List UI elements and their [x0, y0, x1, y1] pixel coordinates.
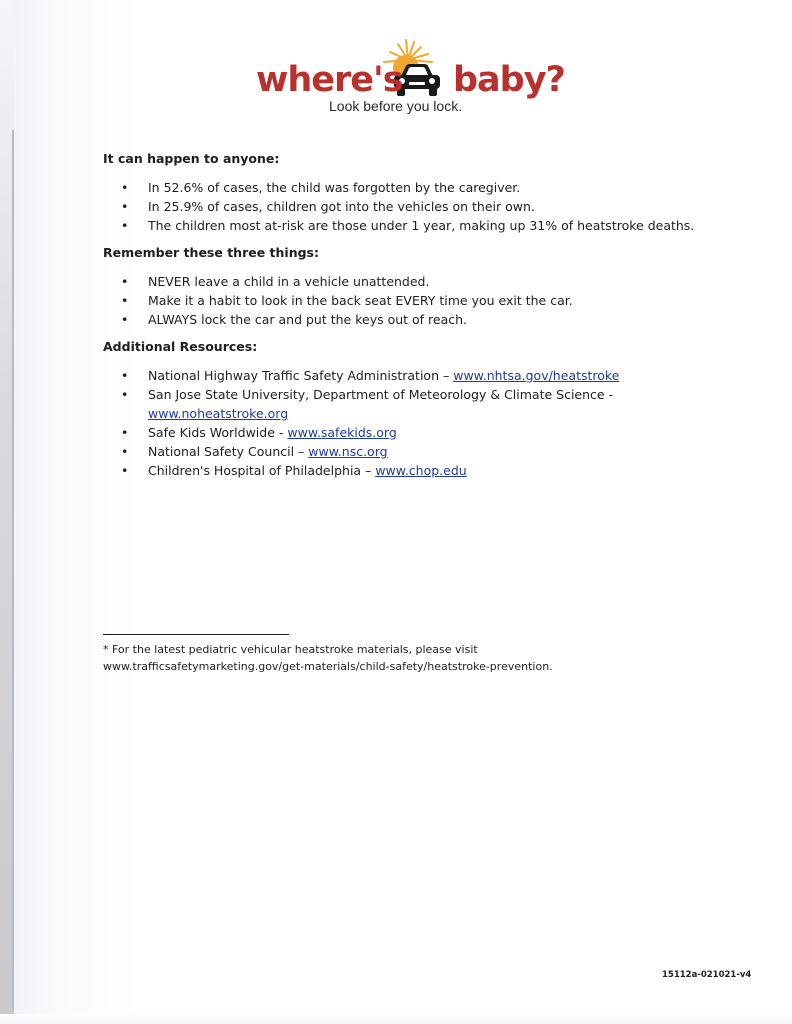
resource-name: Children's Hospital of Philadelphia [148, 463, 362, 478]
list-item [103, 272, 743, 291]
remember-list [103, 272, 743, 329]
list-item-text: In 52.6% of cases, the child was forgotten by the caregiver. [148, 180, 521, 195]
resources-list [103, 366, 743, 480]
section-heading-anyone: It can happen to anyone: [103, 151, 280, 166]
resource-item-nhtsa [103, 366, 743, 385]
bullet-icon: • [121, 199, 129, 214]
scan-edge-line [12, 130, 14, 1010]
section-heading-resources: Additional Resources: [103, 339, 258, 354]
separator: – [365, 463, 372, 478]
separator: - [608, 387, 614, 402]
bullet-icon: • [121, 368, 129, 383]
logo-tagline: Look before you lock. [329, 98, 463, 114]
scan-bottom-edge [0, 1014, 792, 1024]
list-item-text: In 25.9% of cases, children got into the vehicles on their own. [148, 199, 535, 214]
footnote-divider [103, 634, 289, 635]
resource-item-nsc [103, 442, 743, 461]
bullet-icon: • [121, 425, 129, 440]
resource-name: National Highway Traffic Safety Administration [148, 368, 439, 383]
bullet-icon: • [121, 293, 129, 308]
bullet-icon: • [121, 387, 129, 402]
anyone-list [103, 178, 743, 235]
separator: – [442, 368, 450, 383]
list-item [103, 178, 743, 197]
footnote-line-1: * For the latest pediatric vehicular heatstroke materials, please visit [103, 643, 478, 656]
resource-link-chop[interactable]: www.chop.edu [375, 463, 467, 478]
logo-wordmark-baby: baby? [453, 60, 565, 100]
bullet-icon: • [121, 274, 129, 289]
list-item-text: ALWAYS lock the car and put the keys out of reach. [148, 312, 468, 327]
separator: – [298, 444, 305, 459]
resource-link-noheatstroke[interactable]: www.noheatstroke.org [148, 406, 289, 421]
resource-item-safekids [103, 423, 743, 442]
main-content [103, 149, 743, 488]
section-heading-remember: Remember these three things: [103, 245, 319, 260]
list-item [103, 197, 743, 216]
list-item-text: NEVER leave a child in a vehicle unattended. [148, 274, 430, 289]
bullet-icon: • [121, 463, 129, 478]
resource-item-chop [103, 461, 743, 480]
document-code: 15112a-021021-v4 [662, 970, 752, 980]
resource-link-safekids[interactable]: www.safekids.org [287, 425, 397, 440]
footnote-line-2: www.trafficsafetymarketing.gov/get-materials/child-safety/heatstroke-prevention. [103, 660, 553, 673]
logo-wordmark-wheres: where's [256, 60, 403, 100]
list-item-text: The children most at-risk are those under 1 year, making up 31% of heatstroke deaths. [148, 218, 695, 233]
wheres-baby-logo [256, 38, 566, 118]
bullet-icon: • [121, 312, 129, 327]
resource-name: San Jose State University, Department of Meteorology & Climate Science [148, 387, 605, 402]
footnote [103, 641, 743, 675]
bullet-icon: • [121, 444, 129, 459]
bullet-icon: • [121, 180, 129, 195]
resource-name: Safe Kids Worldwide [148, 425, 275, 440]
resource-link-nsc[interactable]: www.nsc.org [308, 444, 388, 459]
resource-name: National Safety Council [148, 444, 295, 459]
list-item [103, 216, 743, 235]
separator: - [278, 425, 284, 440]
list-item [103, 291, 743, 310]
list-item [103, 310, 743, 329]
bullet-icon: • [121, 218, 129, 233]
resource-item-sjsu [103, 385, 743, 423]
resource-link-nhtsa[interactable]: www.nhtsa.gov/heatstroke [453, 368, 620, 383]
list-item-text: Make it a habit to look in the back seat EVERY time you exit the car. [148, 293, 573, 308]
